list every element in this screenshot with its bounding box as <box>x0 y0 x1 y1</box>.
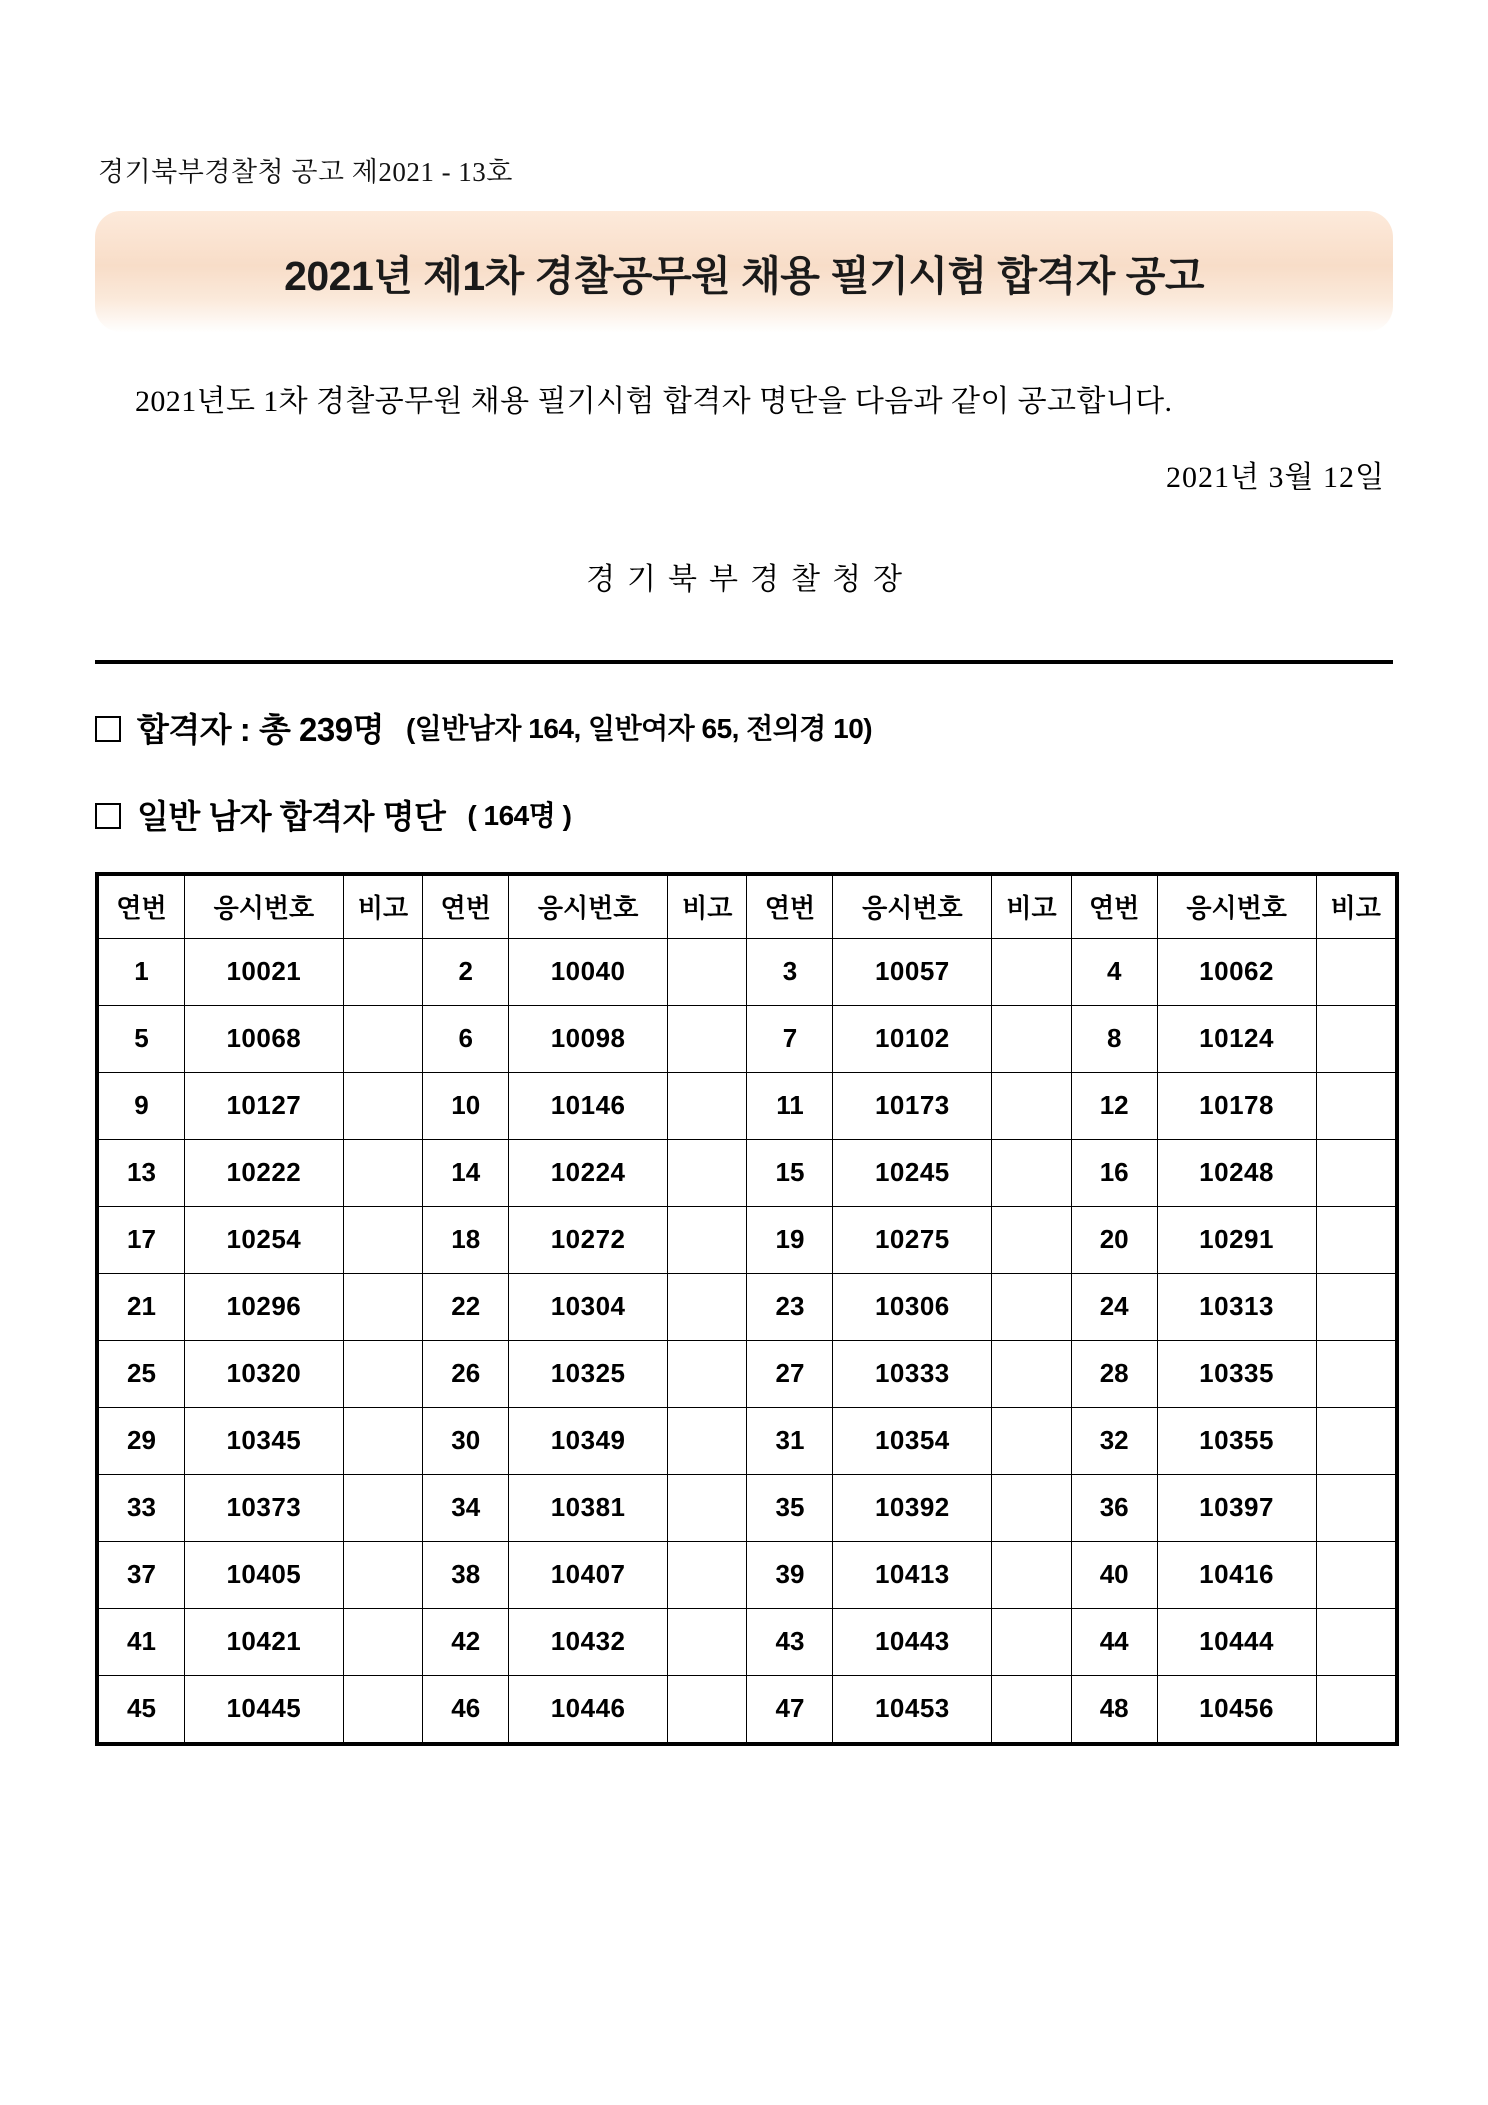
cell-no: 18 <box>423 1206 509 1273</box>
cell-remark <box>992 1474 1071 1541</box>
cell-remark <box>1316 1072 1395 1139</box>
cell-exam-number: 10306 <box>833 1273 992 1340</box>
cell-no: 16 <box>1071 1139 1157 1206</box>
cell-exam-number: 10335 <box>1157 1340 1316 1407</box>
table-header-row <box>99 875 1396 938</box>
table-row <box>99 1407 1396 1474</box>
table-container <box>95 872 1393 1751</box>
cell-exam-number: 10325 <box>509 1340 668 1407</box>
column-header-no: 연번 <box>99 875 185 938</box>
document-number: 경기북부경찰청 공고 제2021 - 13호 <box>98 157 513 187</box>
cell-no: 33 <box>99 1474 185 1541</box>
cell-remark <box>343 1206 422 1273</box>
cell-no: 14 <box>423 1139 509 1206</box>
cell-no: 17 <box>99 1206 185 1273</box>
cell-remark <box>992 1273 1071 1340</box>
column-header-exam-number: 응시번호 <box>509 875 668 938</box>
column-header-exam-number: 응시번호 <box>184 875 343 938</box>
cell-no: 35 <box>747 1474 833 1541</box>
cell-no: 29 <box>99 1407 185 1474</box>
cell-exam-number: 10224 <box>509 1139 668 1206</box>
cell-remark <box>668 938 747 1005</box>
cell-no: 25 <box>99 1340 185 1407</box>
table-row <box>99 1072 1396 1139</box>
cell-no: 19 <box>747 1206 833 1273</box>
cell-exam-number: 10405 <box>184 1541 343 1608</box>
cell-exam-number: 10146 <box>509 1072 668 1139</box>
cell-no: 26 <box>423 1340 509 1407</box>
cell-exam-number: 10407 <box>509 1541 668 1608</box>
cell-no: 3 <box>747 938 833 1005</box>
cell-remark <box>668 1407 747 1474</box>
cell-no: 46 <box>423 1675 509 1742</box>
cell-no: 24 <box>1071 1273 1157 1340</box>
cell-no: 39 <box>747 1541 833 1608</box>
cell-no: 27 <box>747 1340 833 1407</box>
cell-remark <box>668 1273 747 1340</box>
checkbox-square-icon <box>95 716 121 742</box>
cell-remark <box>343 1273 422 1340</box>
column-header-remark: 비고 <box>992 875 1071 938</box>
table-outer-border <box>95 872 1399 1746</box>
cell-remark <box>343 1139 422 1206</box>
cell-exam-number: 10320 <box>184 1340 343 1407</box>
column-header-exam-number: 응시번호 <box>833 875 992 938</box>
table-row <box>99 1206 1396 1273</box>
cell-remark <box>343 1072 422 1139</box>
cell-no: 8 <box>1071 1005 1157 1072</box>
passers-table <box>98 875 1396 1743</box>
cell-no: 10 <box>423 1072 509 1139</box>
cell-no: 2 <box>423 938 509 1005</box>
cell-exam-number: 10413 <box>833 1541 992 1608</box>
cell-no: 21 <box>99 1273 185 1340</box>
cell-exam-number: 10178 <box>1157 1072 1316 1139</box>
cell-no: 40 <box>1071 1541 1157 1608</box>
cell-remark <box>1316 1206 1395 1273</box>
cell-no: 1 <box>99 938 185 1005</box>
cell-remark <box>1316 1608 1395 1675</box>
cell-exam-number: 10304 <box>509 1273 668 1340</box>
cell-exam-number: 10313 <box>1157 1273 1316 1340</box>
cell-remark <box>992 1340 1071 1407</box>
cell-no: 36 <box>1071 1474 1157 1541</box>
cell-exam-number: 10453 <box>833 1675 992 1742</box>
cell-exam-number: 10355 <box>1157 1407 1316 1474</box>
cell-remark <box>343 1340 422 1407</box>
cell-exam-number: 10272 <box>509 1206 668 1273</box>
cell-remark <box>668 1005 747 1072</box>
section-subheading: ( 164명 ) <box>467 800 572 831</box>
cell-remark <box>1316 1474 1395 1541</box>
section-heading: 합격자 : 총 239명 <box>137 710 384 748</box>
cell-no: 32 <box>1071 1407 1157 1474</box>
cell-remark <box>668 1206 747 1273</box>
cell-remark <box>1316 1407 1395 1474</box>
cell-no: 20 <box>1071 1206 1157 1273</box>
table-row <box>99 1273 1396 1340</box>
cell-no: 12 <box>1071 1072 1157 1139</box>
section-male-list <box>95 791 1393 838</box>
cell-remark <box>668 1675 747 1742</box>
cell-no: 4 <box>1071 938 1157 1005</box>
table-row <box>99 1340 1396 1407</box>
cell-no: 11 <box>747 1072 833 1139</box>
table-body <box>99 938 1396 1742</box>
cell-remark <box>992 1072 1071 1139</box>
cell-no: 23 <box>747 1273 833 1340</box>
cell-exam-number: 10445 <box>184 1675 343 1742</box>
cell-no: 43 <box>747 1608 833 1675</box>
cell-no: 48 <box>1071 1675 1157 1742</box>
section-subheading: (일반남자 164, 일반여자 65, 전의경 10) <box>405 713 873 744</box>
cell-remark <box>1316 1005 1395 1072</box>
cell-remark <box>668 1340 747 1407</box>
cell-no: 28 <box>1071 1340 1157 1407</box>
column-header-no: 연번 <box>1071 875 1157 938</box>
section-total-passers <box>95 704 1393 751</box>
cell-no: 13 <box>99 1139 185 1206</box>
cell-exam-number: 10040 <box>509 938 668 1005</box>
cell-exam-number: 10373 <box>184 1474 343 1541</box>
cell-remark <box>992 1608 1071 1675</box>
cell-remark <box>343 1608 422 1675</box>
cell-remark <box>668 1139 747 1206</box>
cell-exam-number: 10245 <box>833 1139 992 1206</box>
cell-remark <box>668 1474 747 1541</box>
cell-remark <box>992 938 1071 1005</box>
cell-exam-number: 10173 <box>833 1072 992 1139</box>
cell-exam-number: 10127 <box>184 1072 343 1139</box>
cell-exam-number: 10124 <box>1157 1005 1316 1072</box>
column-header-remark: 비고 <box>668 875 747 938</box>
cell-exam-number: 10333 <box>833 1340 992 1407</box>
column-header-remark: 비고 <box>343 875 422 938</box>
cell-exam-number: 10068 <box>184 1005 343 1072</box>
cell-remark <box>1316 1340 1395 1407</box>
cell-remark <box>992 1541 1071 1608</box>
cell-remark <box>1316 1139 1395 1206</box>
cell-exam-number: 10222 <box>184 1139 343 1206</box>
cell-no: 34 <box>423 1474 509 1541</box>
cell-exam-number: 10021 <box>184 938 343 1005</box>
table-row <box>99 938 1396 1005</box>
cell-no: 15 <box>747 1139 833 1206</box>
table-row <box>99 1474 1396 1541</box>
cell-no: 37 <box>99 1541 185 1608</box>
cell-exam-number: 10345 <box>184 1407 343 1474</box>
cell-no: 45 <box>99 1675 185 1742</box>
cell-no: 5 <box>99 1005 185 1072</box>
cell-remark <box>343 1005 422 1072</box>
cell-remark <box>668 1541 747 1608</box>
cell-remark <box>343 938 422 1005</box>
cell-no: 30 <box>423 1407 509 1474</box>
cell-remark <box>343 1474 422 1541</box>
cell-exam-number: 10102 <box>833 1005 992 1072</box>
intro-paragraph <box>95 379 1393 426</box>
cell-exam-number: 10291 <box>1157 1206 1316 1273</box>
table-row <box>99 1675 1396 1742</box>
cell-no: 44 <box>1071 1608 1157 1675</box>
cell-remark <box>668 1072 747 1139</box>
cell-remark <box>1316 1675 1395 1742</box>
cell-exam-number: 10349 <box>509 1407 668 1474</box>
cell-exam-number: 10443 <box>833 1608 992 1675</box>
cell-exam-number: 10248 <box>1157 1139 1316 1206</box>
cell-exam-number: 10381 <box>509 1474 668 1541</box>
cell-exam-number: 10057 <box>833 938 992 1005</box>
cell-exam-number: 10296 <box>184 1273 343 1340</box>
cell-no: 7 <box>747 1005 833 1072</box>
cell-exam-number: 10354 <box>833 1407 992 1474</box>
cell-remark <box>343 1541 422 1608</box>
cell-no: 38 <box>423 1541 509 1608</box>
cell-exam-number: 10062 <box>1157 938 1316 1005</box>
column-header-exam-number: 응시번호 <box>1157 875 1316 938</box>
cell-exam-number: 10397 <box>1157 1474 1316 1541</box>
table-row <box>99 1608 1396 1675</box>
cell-no: 22 <box>423 1273 509 1340</box>
cell-remark <box>1316 1541 1395 1608</box>
announcement-date: 2021년 3월 12일 <box>1166 460 1385 494</box>
cell-remark <box>343 1407 422 1474</box>
cell-exam-number: 10456 <box>1157 1675 1316 1742</box>
column-header-remark: 비고 <box>1316 875 1395 938</box>
section-heading: 일반 남자 합격자 명단 <box>137 797 446 835</box>
cell-exam-number: 10098 <box>509 1005 668 1072</box>
cell-remark <box>992 1206 1071 1273</box>
cell-no: 6 <box>423 1005 509 1072</box>
column-header-no: 연번 <box>747 875 833 938</box>
cell-exam-number: 10421 <box>184 1608 343 1675</box>
cell-no: 41 <box>99 1608 185 1675</box>
horizontal-divider <box>95 660 1393 664</box>
cell-remark <box>992 1139 1071 1206</box>
table-row <box>99 1541 1396 1608</box>
cell-exam-number: 10254 <box>184 1206 343 1273</box>
table-header <box>99 875 1396 938</box>
cell-remark <box>992 1005 1071 1072</box>
cell-remark <box>668 1608 747 1675</box>
table-row <box>99 1139 1396 1206</box>
cell-no: 47 <box>747 1675 833 1742</box>
cell-remark <box>343 1675 422 1742</box>
cell-remark <box>1316 938 1395 1005</box>
cell-exam-number: 10416 <box>1157 1541 1316 1608</box>
cell-exam-number: 10446 <box>509 1675 668 1742</box>
cell-no: 42 <box>423 1608 509 1675</box>
issuer-name: 경기북부경찰청장 <box>586 562 914 596</box>
cell-remark <box>992 1675 1071 1742</box>
cell-exam-number: 10444 <box>1157 1608 1316 1675</box>
cell-exam-number: 10432 <box>509 1608 668 1675</box>
cell-exam-number: 10275 <box>833 1206 992 1273</box>
cell-remark <box>1316 1273 1395 1340</box>
cell-no: 9 <box>99 1072 185 1139</box>
page-title: 2021년 제1차 경찰공무원 채용 필기시험 합격자 공고 <box>284 252 1204 299</box>
table-row <box>99 1005 1396 1072</box>
cell-remark <box>992 1407 1071 1474</box>
cell-exam-number: 10392 <box>833 1474 992 1541</box>
cell-no: 31 <box>747 1407 833 1474</box>
checkbox-square-icon <box>95 803 121 829</box>
intro-text: 2021년도 1차 경찰공무원 채용 필기시험 합격자 명단을 다음과 같이 공고합니다. <box>135 385 1173 418</box>
title-banner <box>95 211 1393 333</box>
column-header-no: 연번 <box>423 875 509 938</box>
